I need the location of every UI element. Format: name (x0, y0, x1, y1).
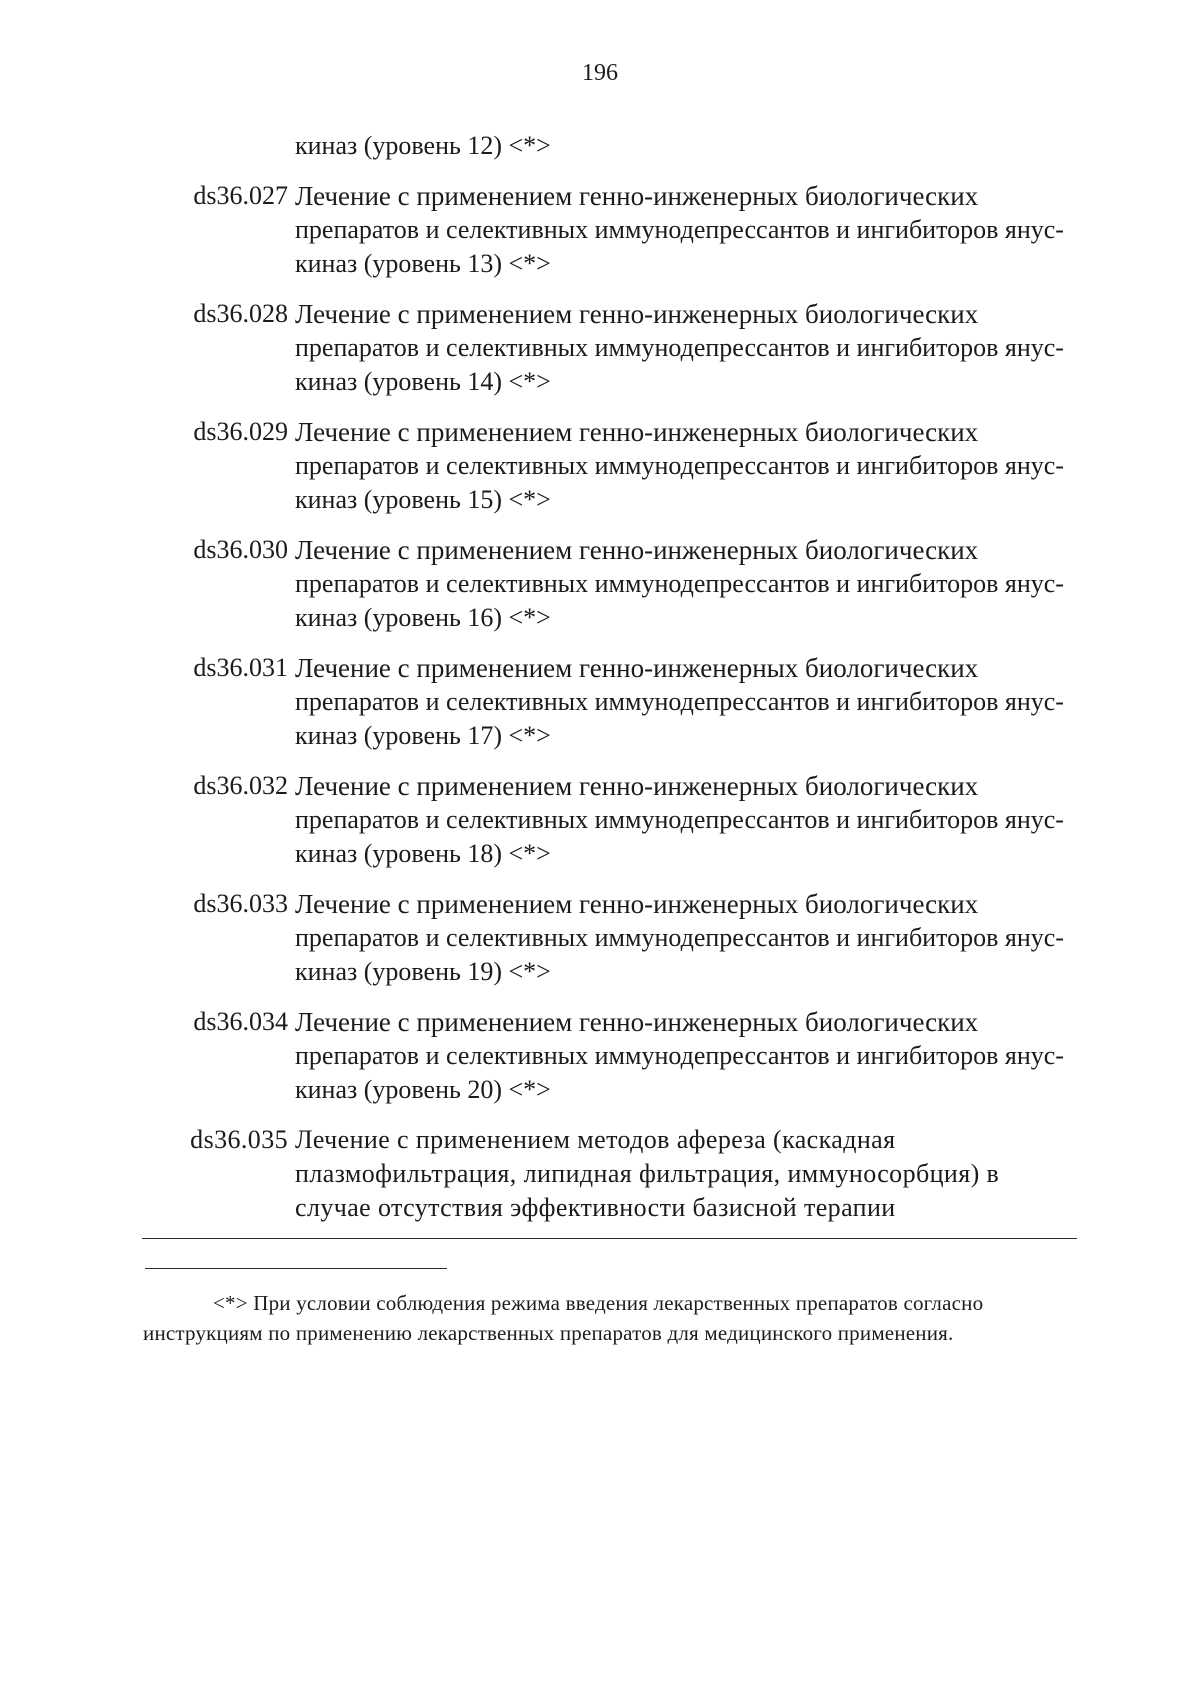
entry-description-line: Лечение с применением генно-инженерных биологических (295, 771, 979, 801)
entry-description-line: препаратов и селективных иммунодепрессантов и ингибиторов янус- (295, 451, 1064, 480)
entry-description-line: киназ (уровень 14) <*> (295, 367, 551, 396)
entry-description (295, 769, 1095, 871)
entry-list (0, 179, 1200, 1241)
entry-description-line: препаратов и селективных иммунодепрессантов и ингибиторов янус- (295, 215, 1064, 244)
footnote-separator (145, 1268, 447, 1269)
entry-description-line: случае отсутствия эффективности базисной терапии (295, 1193, 896, 1222)
footnote (143, 1288, 1103, 1348)
entry-code: ds36.032 (193, 771, 288, 800)
entry-description-line: Лечение с применением генно-инженерных биологических (295, 181, 979, 211)
entry-code: ds36.033 (193, 889, 288, 918)
entry-description (295, 651, 1095, 753)
entry-description-line: Лечение с применением генно-инженерных биологических (295, 889, 979, 919)
entry-description-line: Лечение с применением генно-инженерных биологических (295, 299, 979, 329)
entry-description-line: киназ (уровень 13) <*> (295, 249, 551, 278)
entry-description-line: Лечение с применением генно-инженерных биологических (295, 1007, 979, 1037)
entry-description-line: киназ (уровень 18) <*> (295, 839, 551, 868)
entry-description-line: Лечение с применением генно-инженерных биологических (295, 535, 979, 565)
entry-description-line: Лечение с применением генно-инженерных биологических (295, 653, 979, 683)
entry-description-line: киназ (уровень 17) <*> (295, 721, 551, 750)
entry-code: ds36.029 (193, 417, 288, 446)
entry-description-line: препаратов и селективных иммунодепрессантов и ингибиторов янус- (295, 1041, 1064, 1070)
entry-description (295, 887, 1095, 989)
entry-description-line: киназ (уровень 15) <*> (295, 485, 551, 514)
page-number: 196 (582, 60, 618, 86)
entry-row (0, 1123, 1200, 1241)
continuation-line: киназ (уровень 12) <*> (295, 131, 551, 160)
entry-description (295, 533, 1095, 635)
entry-row (0, 1005, 1200, 1123)
entry-code: ds36.027 (193, 181, 288, 210)
entry-description-line: киназ (уровень 16) <*> (295, 603, 551, 632)
entry-description-line: препаратов и селективных иммунодепрессантов и ингибиторов янус- (295, 805, 1064, 834)
entry-row (0, 179, 1200, 297)
footnote-line: <*> При условии соблюдения режима введения лекарственных препаратов согласно (213, 1291, 984, 1315)
table-bottom-rule (142, 1238, 1077, 1239)
entry-row (0, 887, 1200, 1005)
entry-description (295, 297, 1095, 399)
entry-row (0, 769, 1200, 887)
entry-code: ds36.028 (193, 299, 288, 328)
entry-description-line: плазмофильтрация, липидная фильтрация, иммуносорбция) в (295, 1159, 1000, 1188)
entry-description-line: препаратов и селективных иммунодепрессантов и ингибиторов янус- (295, 923, 1064, 952)
entry-description-line: Лечение с применением генно-инженерных биологических (295, 417, 979, 447)
entry-code: ds36.034 (193, 1007, 288, 1036)
entry-code: ds36.031 (193, 653, 288, 682)
entry-description-line: киназ (уровень 19) <*> (295, 957, 551, 986)
entry-description (295, 1123, 1095, 1225)
entry-row (0, 651, 1200, 769)
entry-description (295, 1005, 1095, 1107)
entry-code: ds36.035 (190, 1125, 288, 1154)
entry-description (295, 179, 1095, 281)
entry-description-line: препаратов и селективных иммунодепрессантов и ингибиторов янус- (295, 569, 1064, 598)
footnote-line: инструкциям по применению лекарственных препаратов для медицинского применения. (143, 1321, 954, 1345)
entry-description-line: препаратов и селективных иммунодепрессантов и ингибиторов янус- (295, 687, 1064, 716)
entry-row (0, 533, 1200, 651)
entry-description (295, 415, 1095, 517)
entry-description-line: киназ (уровень 20) <*> (295, 1075, 551, 1104)
entry-description-line: препаратов и селективных иммунодепрессантов и ингибиторов янус- (295, 333, 1064, 362)
entry-description-line: Лечение с применением методов афереза (каскадная (295, 1125, 896, 1154)
entry-row (0, 297, 1200, 415)
entry-row (0, 415, 1200, 533)
entry-code: ds36.030 (193, 535, 288, 564)
